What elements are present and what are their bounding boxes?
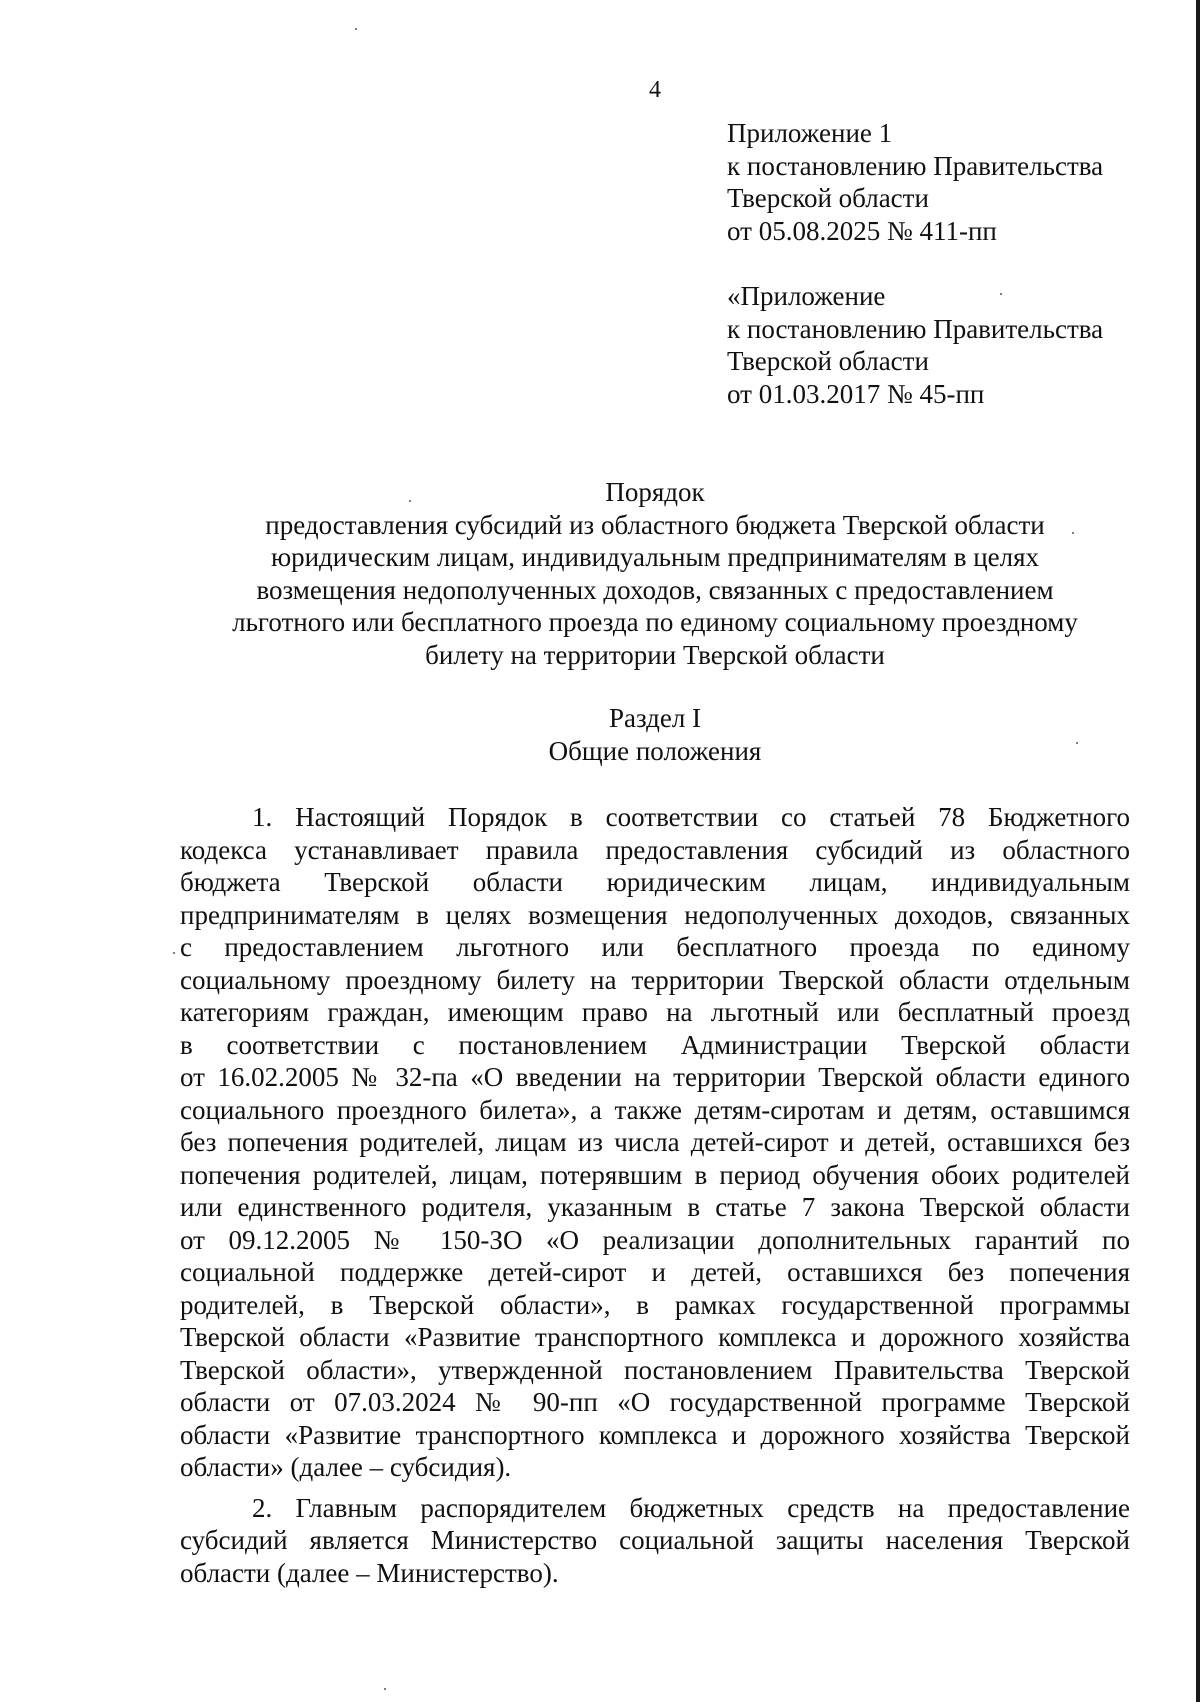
scan-speck [173, 952, 175, 954]
paragraph-line: от 16.02.2005 № 32-па «О введении на территории Тверской области единого [180, 1062, 1130, 1092]
scan-speck [1000, 293, 1002, 295]
appendix-2-header [727, 280, 1167, 411]
paragraph-line: области от 07.03.2024 № 90-пп «О государственной программе Тверской [180, 1387, 1130, 1417]
section-heading [180, 702, 1130, 768]
appendix-1-line: Тверской области [727, 183, 929, 214]
scan-speck [409, 500, 411, 502]
appendix-1-line: от 05.08.2025 № 411-пп [727, 216, 997, 247]
paragraph-line: области» (далее – субсидия). [180, 1452, 512, 1482]
scan-speck [1072, 532, 1074, 534]
paragraph-line: социальной поддержке детей-сирот и детей, оставшихся без попечения [180, 1257, 1130, 1287]
appendix-2-line: к постановлению Правительства [727, 313, 1104, 344]
paragraph-line: социальному проездному билету на территории Тверской области отдельным [180, 964, 1130, 995]
paragraph-line: попечения родителей, лицам, потерявшим в период обучения обоих родителей [180, 1159, 1130, 1190]
paragraph-line: Тверской области», утвержденной постановлением Правительства Тверской [180, 1354, 1130, 1385]
appendix-1-line: Приложение 1 [727, 118, 893, 148]
paragraph-line: 1. Настоящий Порядок в соответствии со статьей 78 Бюджетного [252, 802, 1130, 832]
title-heading: Порядок [605, 477, 705, 507]
scan-speck [355, 28, 357, 30]
page-edge [1196, 0, 1200, 1702]
section-name: Общие положения [548, 736, 762, 766]
paragraph-line: в соответствии с постановлением Администрации Тверской области [180, 1029, 1130, 1060]
paragraph-line: категориям граждан, имеющим право на льготный или бесплатный проезд [180, 997, 1130, 1027]
paragraph-line: кодекса устанавливает правила предоставления субсидий из областного [180, 834, 1130, 865]
scan-speck [384, 1688, 386, 1690]
appendix-2-line: «Приложение [727, 281, 886, 311]
title-line: льготного или бесплатного проезда по единому социальному проездному [232, 607, 1078, 638]
page-number: 4 [649, 77, 661, 103]
appendix-2-line: от 01.03.2017 № 45-пп [727, 379, 985, 410]
document-title [180, 476, 1130, 672]
appendix-1-line: к постановлению Правительства [727, 150, 1104, 181]
scan-speck [1076, 742, 1078, 744]
paragraph-line: или единственного родителя, указанным в статье 7 закона Тверской области [180, 1192, 1130, 1222]
paragraph-line: с предоставлением льготного или бесплатного проезда по единому [180, 932, 1130, 962]
title-line: предоставления субсидий из областного бюджета Тверской области [265, 509, 1045, 540]
paragraph-2 [180, 1492, 1130, 1590]
title-line: юридическим лицам, индивидуальным предпринимателям в целях [270, 542, 1040, 573]
section-number: Раздел I [608, 703, 702, 733]
paragraph-line: Тверской области «Развитие транспортного комплекса и дорожного хозяйства [180, 1322, 1130, 1352]
paragraph-line: бюджета Тверской области юридическим лицам, индивидуальным [180, 867, 1130, 897]
appendix-2-line: Тверской области [727, 346, 929, 377]
body-text [180, 801, 1130, 1597]
paragraph-line: области (далее – Министерство). [180, 1557, 559, 1588]
paragraph-line: без попечения родителей, лицам из числа детей-сирот и детей, оставшихся без [180, 1127, 1130, 1157]
paragraph-line: родителей, в Тверской области», в рамках государственной программы [180, 1289, 1130, 1320]
paragraph-line: области «Развитие транспортного комплекса и дорожного хозяйства Тверской [180, 1419, 1130, 1450]
paragraph-line: социального проездного билета», а также детям-сиротам и детям, оставшимся [180, 1094, 1130, 1125]
paragraph-line: предпринимателям в целях возмещения недополученных доходов, связанных [180, 899, 1130, 930]
paragraph-line: от 09.12.2005 № 150-ЗО «О реализации дополнительных гарантий по [180, 1224, 1130, 1255]
paragraph-1 [180, 801, 1130, 1484]
title-line: билету на территории Тверской области [425, 639, 885, 670]
paragraph-line: субсидий является Министерство социальной защиты населения Тверской [180, 1525, 1130, 1555]
paragraph-line: 2. Главным распорядителем бюджетных средств на предоставление [252, 1492, 1130, 1523]
appendix-1-header [727, 117, 1167, 248]
title-line: возмещения недополученных доходов, связанных с предоставлением [256, 574, 1054, 605]
